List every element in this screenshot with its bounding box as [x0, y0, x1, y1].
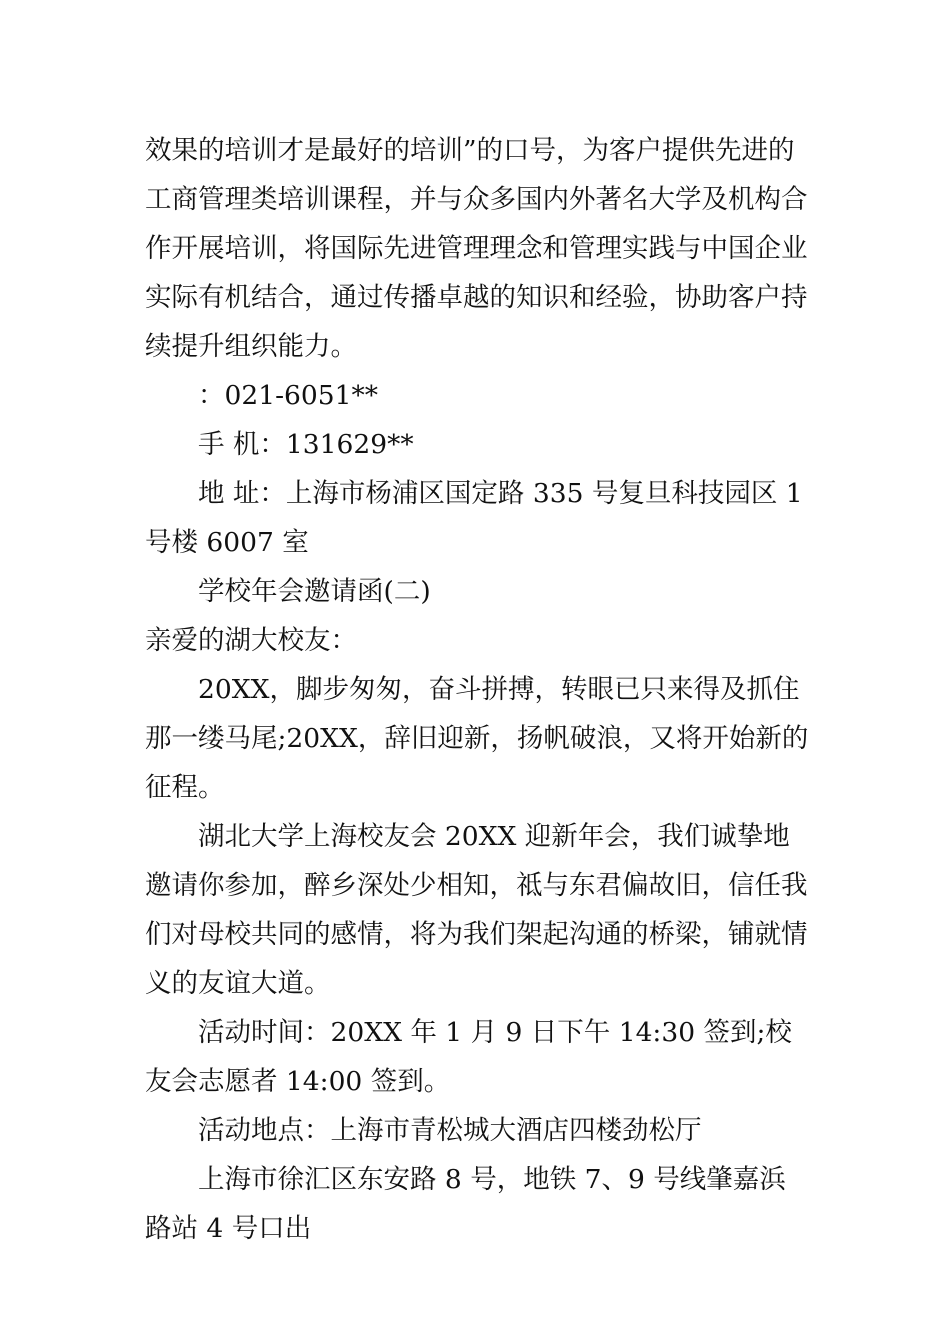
phone-line: ：021-6051** — [198, 380, 378, 411]
paragraph-new-year: 20XX，脚步匆匆，奋斗拼搏，转眼已只来得及抓住那一缕马尾;20XX，辞旧迎新，扬帆破浪，又将开始新的征程。 — [145, 674, 809, 803]
mobile-line: 手 机：131629** — [198, 429, 414, 460]
event-time: 活动时间：20XX 年 1 月 9 日下午 14:30 签到;校友会志愿者 14:00 签到。 — [145, 1017, 792, 1097]
paragraph-invitation: 湖北大学上海校友会 20XX 迎新年会，我们诚挚地邀请你参加，醉乡深处少相知，祗与东君偏故旧，信任我们对母校共同的感情，将为我们架起沟通的桥梁，铺就情义的友谊大道。 — [145, 821, 808, 999]
section-title: 学校年会邀请函(二) — [198, 576, 431, 607]
paragraph-training-slogan: 效果的培训才是最好的培训”的口号，为客户提供先进的工商管理类培训课程，并与众多国内外著名大学及机构合作开展培训，将国际先进管理理念和管理实践与中国企业实际有机结合，通过传播卓越的知识和经验，协助客户持续提升组织能力。 — [145, 135, 808, 362]
event-directions: 上海市徐汇区东安路 8 号，地铁 7、9 号线肇嘉浜路站 4 号口出 — [145, 1164, 786, 1244]
document-body — [145, 126, 810, 1253]
address-line: 地 址：上海市杨浦区国定路 335 号复旦科技园区 1 号楼 6007 室 — [145, 478, 803, 558]
event-location: 活动地点：上海市青松城大酒店四楼劲松厅 — [198, 1115, 702, 1146]
salutation: 亲爱的湖大校友： — [145, 625, 357, 656]
